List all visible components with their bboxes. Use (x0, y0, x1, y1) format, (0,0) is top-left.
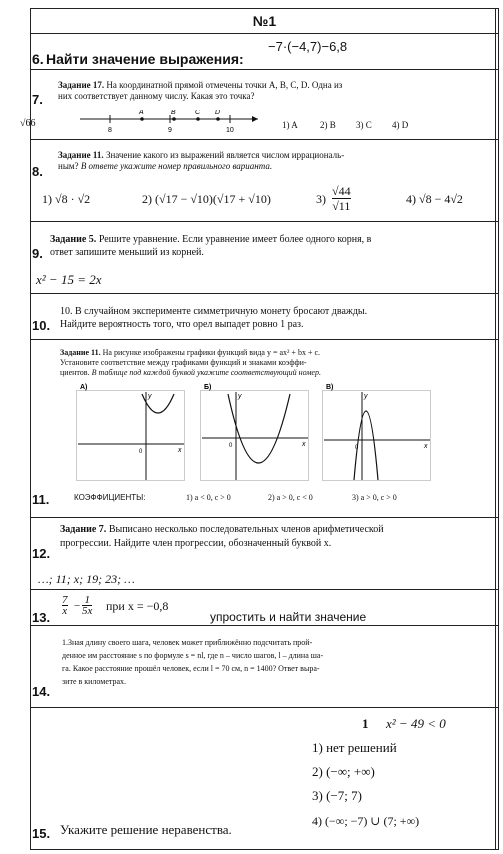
svg-text:x: x (302, 441, 306, 448)
task-15-option-4: 4) (−∞; −7) ∪ (7; +∞) (312, 814, 420, 828)
graph-c-label: В) (326, 384, 334, 391)
task-8-option-2: 2) (√17 − √10)(√17 + √10) (142, 192, 271, 206)
task-11-number: 11. (32, 492, 50, 507)
task-8-line-2: ным? В ответе укажите номер правильного варианта. (58, 161, 273, 171)
task-9-line-1: Задание 5. Решите уравнение. Если уравнение имеет более одного корня, в (50, 234, 372, 245)
task-15-option-1: 1) нет решений (312, 740, 397, 755)
svg-text:y: y (148, 393, 152, 400)
task-10-row (30, 294, 499, 340)
task-11-coef-3: 3) a > 0, c > 0 (352, 493, 397, 502)
task-8-row (30, 140, 499, 222)
task-7-option-3: 3) C (356, 120, 372, 130)
svg-text:0: 0 (229, 443, 233, 449)
task-9-equation: x² − 15 = 2x (36, 272, 102, 287)
task-12-line-2: прогрессии. Найдите член прогрессии, обозначенный буквой x. (60, 538, 332, 549)
task-6-expression: −7·(−4,7)−6,8 (268, 39, 348, 54)
task-7-option-4: 4) D (392, 120, 409, 130)
graph-b-label: Б) (204, 384, 212, 391)
point-d (216, 117, 220, 121)
tick-9: 9 (168, 127, 172, 134)
task-12-row (30, 518, 499, 590)
task-7-value: √66 (20, 118, 36, 129)
task-9-line-2: ответ запишите меньший из корней. (50, 247, 204, 258)
point-b-label: B (171, 110, 176, 116)
task-13-minus: − (74, 600, 81, 612)
task-15-number: 15. (32, 826, 51, 841)
svg-text:y: y (364, 393, 368, 400)
task-13-row (30, 590, 499, 626)
task-7-label: Задание 17. (58, 80, 105, 90)
task-13-condition: при x = −0,8 (106, 599, 169, 613)
task-14-row (30, 626, 499, 708)
task-10-line-1: 10. В случайном эксперименте симметричную монету бросают дважды. (60, 306, 368, 317)
task-13-instruction: упростить и найти значение (210, 610, 367, 624)
task-6-number: 6. (32, 51, 44, 67)
task-7-number: 7. (32, 92, 43, 107)
task-14-line-3: га. Какое расстояние прошёл человек, если l = 70 см, n = 1400? Ответ выра- (62, 664, 320, 673)
task-13-number: 13. (32, 610, 51, 625)
task-10-line-2: Найдите вероятность того, что орел выпадет ровно 1 раз. (60, 319, 304, 330)
task-8-option-4: 4) √8 − 4√2 (406, 192, 463, 206)
task-7-option-2: 2) B (320, 120, 336, 130)
header-row (30, 8, 499, 34)
task-6-text: Найти значение выражения: (46, 51, 244, 67)
task-15-text: Укажите решение неравенства. (60, 822, 232, 837)
task-8-option-3-fraction: $\frac{√44}{√11}$ (332, 184, 351, 213)
svg-text:x: x (424, 443, 428, 450)
task-7-row (20, 70, 499, 140)
task-11-line-2: Установите соответствие между графиками функций и знаками коэффи- (60, 358, 307, 367)
graph-a-label: А) (80, 384, 88, 391)
task-6-row (30, 34, 499, 70)
graph-a-parabola (142, 394, 174, 413)
task-8-option-3-label: 3) (316, 192, 326, 206)
task-11-line-1: Задание 11. На рисунке изображены графики функций вида y = ax² + bx + c. (60, 348, 321, 357)
task-8-option-1: 1) √8 · √2 (42, 192, 91, 206)
graph-c-parabola (354, 411, 378, 480)
svg-text:0: 0 (139, 449, 143, 455)
task-7-line-1: Задание 17. На координатной прямой отмечены точки A, B, C, D. Одна из (58, 80, 343, 90)
task-13-fraction-2: $\frac{1}{5x}$ (82, 594, 93, 617)
svg-text:x: x (178, 447, 182, 454)
point-c-label: C (195, 110, 201, 116)
task-14-number: 14. (32, 684, 51, 699)
task-11-coef-label: КОЭФФИЦИЕНТЫ: (74, 493, 146, 502)
task-8-number: 8. (32, 164, 43, 179)
svg-text:y: y (238, 393, 242, 400)
task-15-option-2: 2) (−∞; +∞) (312, 764, 375, 779)
task-12-number: 12. (32, 546, 51, 561)
task-7-option-1: 1) A (282, 120, 298, 130)
svg-text:0: 0 (355, 445, 359, 451)
task-15-option-3: 3) (−7; 7) (312, 788, 362, 803)
task-15-inequality: x² − 49 < 0 (386, 716, 446, 731)
point-c (196, 117, 200, 121)
task-12-sequence: …; 11; x; 19; 23; … (38, 572, 135, 586)
task-14-line-2: денное им расстояние s по формуле s = nl, где n – число шагов, l – длина ша- (62, 651, 324, 660)
task-7-line-2: них соответствует данному числу. Какая это точка? (58, 91, 255, 101)
task-9-row (30, 222, 499, 294)
graph-b (200, 382, 310, 482)
graph-a (76, 382, 186, 482)
task-9-number: 9. (32, 246, 43, 261)
point-a-label: A (139, 110, 144, 116)
task-12-line-1: Задание 7. Выписано несколько последовательных членов арифметической (60, 524, 384, 535)
task-14-line-4: зите в километрах. (62, 677, 127, 686)
point-d-label: D (215, 110, 221, 116)
task-15-row (30, 708, 499, 850)
tick-10: 10 (226, 127, 234, 134)
graph-b-parabola (228, 394, 290, 463)
task-10-number: 10. (32, 318, 51, 333)
task-11-row (30, 340, 499, 518)
point-b (172, 117, 176, 121)
page-title: №1 (252, 13, 277, 29)
task-11-coef-1: 1) a < 0, c > 0 (186, 493, 231, 502)
task-11-coef-2: 2) a > 0, c < 0 (268, 493, 313, 502)
point-a (140, 117, 144, 121)
graph-c (322, 382, 432, 482)
task-15-item: 1 (362, 716, 369, 731)
number-line (80, 110, 260, 134)
tick-8: 8 (108, 127, 112, 134)
task-11-line-3: циентов. В таблице под каждой буквой укажите соответствующий номер. (60, 368, 321, 377)
task-8-line-1: Задание 11. Значение какого из выражений является числом иррациональ- (58, 150, 345, 160)
task-13-fraction-1: $\frac{7}{x}$ (62, 594, 68, 617)
task-14-line-1: 1.Зная длину своего шага, человек может приближённо подсчитать прой- (62, 638, 313, 647)
